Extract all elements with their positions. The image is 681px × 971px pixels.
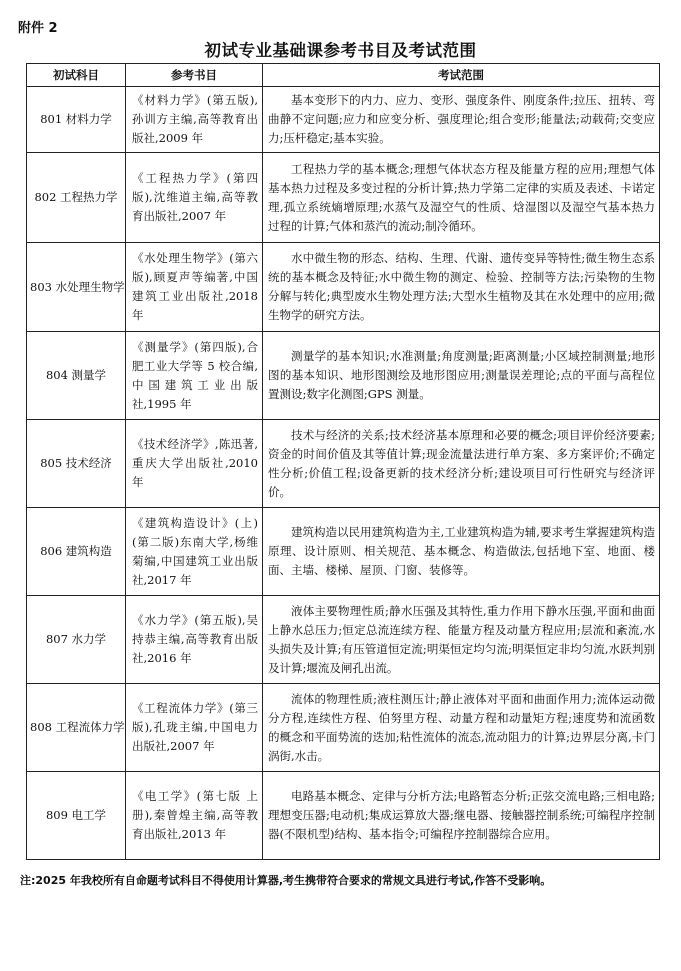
header-scope: 考试范围 — [263, 64, 660, 87]
table-header-row — [27, 64, 660, 87]
subject-cell: 808 工程流体力学 — [27, 684, 126, 772]
book-cell: 《测量学》(第四版),合肥工业大学等 5 校合编,中国建筑工业出版社,1995 年 — [126, 332, 263, 420]
exam-scope-table — [26, 63, 660, 860]
book-cell: 《工程流体力学》(第三版),孔珑主编,中国电力出版社,2007 年 — [126, 684, 263, 772]
book-cell: 《建筑构造设计》(上)(第二版)东南大学,杨维菊编,中国建筑工业出版社,2017 年 — [126, 508, 263, 596]
scope-cell: 电路基本概念、定律与分析方法;电路暂态分析;正弦交流电路;三相电路;理想变压器;电动机;集成运算放大器;继电器、接触器控制系统;可编程序控制器(不限机型)结构、基本指令;可编程序控制器综合应用。 — [263, 772, 660, 860]
scope-cell: 工程热力学的基本概念;理想气体状态方程及能量方程的应用;理想气体基本热力过程及多变过程的分析计算;热力学第二定律的实质及表述、卡诺定理,孤立系统熵增原理;水蒸气及湿空气的性质、焓湿图以及湿空气基本热力过程的计算;气体和蒸汽的流动;制冷循环。 — [263, 153, 660, 243]
subject-cell: 803 水处理生物学 — [27, 243, 126, 332]
subject-cell: 806 建筑构造 — [27, 508, 126, 596]
book-cell: 《工程热力学》(第四版),沈维道主编,高等教育出版社,2007 年 — [126, 153, 263, 243]
book-cell: 《材料力学》(第五版),孙训方主编,高等教育出版社,2009 年 — [126, 87, 263, 153]
table-row — [27, 420, 660, 508]
attachment-label: 附件 2 — [18, 21, 58, 36]
scope-cell: 技术与经济的关系;技术经济基本原理和必要的概念;项目评价经济要素;资金的时间价值及其等值计算;现金流量法进行单方案、多方案评价;不确定性分析;价值工程;设备更新的技术经济分析;建设项目可行性研究与经济评价。 — [263, 420, 660, 508]
table-row — [27, 684, 660, 772]
subject-cell: 804 测量学 — [27, 332, 126, 420]
table-row — [27, 332, 660, 420]
scope-cell: 水中微生物的形态、结构、生理、代谢、遗传变异等特性;微生物生态系统的基本概念及特征;水中微生物的测定、检验、控制等方法;污染物的生物分解与转化;典型废水生物处理方法;大型水生植物及其在水处理中的应用;微生物学的研究方法。 — [263, 243, 660, 332]
subject-cell: 807 水力学 — [27, 596, 126, 684]
table-row — [27, 87, 660, 153]
subject-cell: 801 材料力学 — [27, 87, 126, 153]
scope-cell: 液体主要物理性质;静水压强及其特性,重力作用下静水压强,平面和曲面上静水总压力;恒定总流连续方程、能量方程及动量方程应用;层流和紊流,水头损失及计算;有压管道恒定流;明渠恒定均匀流;明渠恒定非均匀流,水跃判别及计算;堰流及闸孔出流。 — [263, 596, 660, 684]
table-row — [27, 596, 660, 684]
header-book: 参考书目 — [126, 64, 263, 87]
header-subject: 初试科目 — [27, 64, 126, 87]
book-cell: 《水处理生物学》(第六版),顾夏声等编著,中国建筑工业出版社,2018 年 — [126, 243, 263, 332]
table-row — [27, 508, 660, 596]
subject-cell: 805 技术经济 — [27, 420, 126, 508]
table-row — [27, 772, 660, 860]
book-cell: 《水力学》(第五版),吴持恭主编,高等教育出版社,2016 年 — [126, 596, 263, 684]
subject-cell: 802 工程热力学 — [27, 153, 126, 243]
table-row — [27, 153, 660, 243]
scope-cell: 流体的物理性质;液柱测压计;静止液体对平面和曲面作用力;流体运动微分方程,连续性方程、伯努里方程、动量方程和动量矩方程;速度势和流函数的概念和平面势流的迭加;粘性流体的流态,流动阻力的计算;边界层分离,卡门涡街,水击。 — [263, 684, 660, 772]
scope-cell: 建筑构造以民用建筑构造为主,工业建筑构造为辅,要求考生掌握建筑构造原理、设计原则、相关规范、基本概念、构造做法,包括地下室、地面、楼面、主墙、楼梯、屋顶、门窗、装修等。 — [263, 508, 660, 596]
book-cell: 《技术经济学》,陈迅著,重庆大学出版社,2010 年 — [126, 420, 263, 508]
footnote: 注:2025 年我校所有自命题考试科目不得使用计算器,考生携带符合要求的常规文具进行考试,作答不受影响。 — [20, 874, 552, 887]
table-row — [27, 243, 660, 332]
subject-cell: 809 电工学 — [27, 772, 126, 860]
scope-cell: 测量学的基本知识;水准测量;角度测量;距离测量;小区域控制测量;地形图的基本知识、地形图测绘及地形图应用;测量误差理论;点的平面与高程位置测设;数字化测图;GPS 测量。 — [263, 332, 660, 420]
page-title: 初试专业基础课参考书目及考试范围 — [204, 41, 477, 60]
scope-cell: 基本变形下的内力、应力、变形、强度条件、刚度条件;拉压、扭转、弯曲静不定问题;应力和应变分析、强度理论;组合变形;能量法;动载荷;交变应力;压杆稳定;基本实验。 — [263, 87, 660, 153]
book-cell: 《电工学》(第七版 上册),秦曾煌主编,高等教育出版社,2013 年 — [126, 772, 263, 860]
